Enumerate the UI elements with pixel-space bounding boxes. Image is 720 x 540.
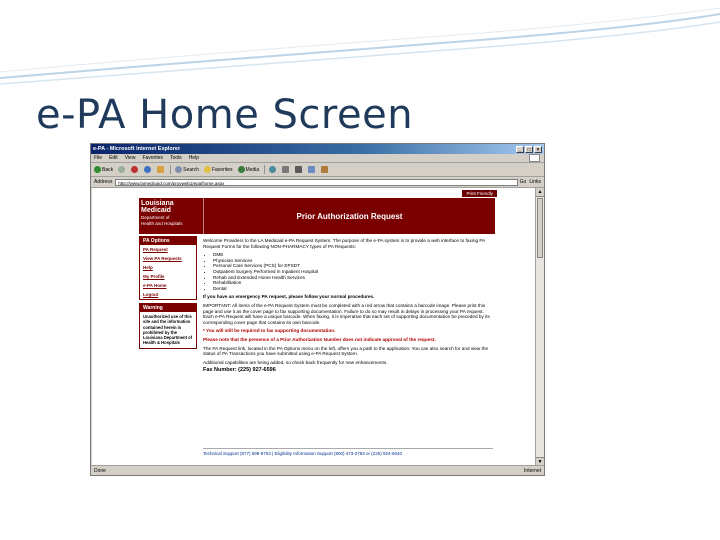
links-button[interactable]: Links [529, 179, 541, 185]
menu-view[interactable]: View [124, 155, 136, 161]
media-button[interactable] [238, 166, 260, 173]
vertical-scrollbar[interactable] [535, 188, 544, 466]
pa-type-item: • Rehab and Extended Home Health Services [213, 275, 493, 281]
mail-icon [282, 166, 289, 173]
go-button[interactable]: Go [519, 179, 527, 185]
nav-view-pa-requests[interactable]: View PA Requests [143, 256, 182, 261]
nav-epa-home[interactable]: e-PA Home [143, 283, 167, 288]
internet-zone: Internet [524, 467, 541, 474]
pa-type-item: • Physician Services [213, 258, 493, 264]
history-button[interactable] [269, 166, 277, 173]
search-button[interactable] [175, 166, 199, 173]
favorites-button[interactable] [204, 166, 233, 173]
nav-pa-request[interactable]: PA Request [143, 247, 168, 252]
support-footer-text: Technical Support (877) 598-8753 | Eligibility Information Support (800) 473-2783 or (225) 924-5040 [203, 451, 403, 456]
header-banner [139, 198, 495, 234]
pa-type-item: • Rehabilitation [213, 280, 493, 286]
print-friendly-button[interactable]: Print Friendly [462, 190, 497, 197]
pa-type-item: • Personal Care Services (PCS) for EPSDT [213, 263, 493, 269]
back-label: Back [102, 166, 114, 173]
back-button[interactable] [94, 166, 113, 173]
pa-type-item: • Outpatient Surgery Performed in Inpatient Hospital [213, 269, 493, 275]
emergency-notice: If you have an emergency PA request, please follow your normal procedures. [203, 294, 375, 300]
warning-text: Unauthorized use of this site and the information contained herein is prohibited by the Louisiana Department of Health & Hospitals [143, 314, 193, 346]
pa-types-list [203, 252, 493, 291]
page-content [92, 188, 535, 466]
scroll-up-icon[interactable]: ▲ [537, 189, 543, 195]
toolbar-separator [170, 165, 171, 174]
toolbar-separator [264, 165, 265, 174]
search-icon [175, 166, 182, 173]
search-label: Search [183, 166, 199, 173]
nav-logout[interactable]: Logout [143, 292, 159, 297]
print-toolbar-button[interactable] [295, 166, 303, 173]
close-button[interactable]: × [534, 146, 542, 153]
medicaid-logo [139, 198, 204, 234]
discuss-button[interactable] [321, 166, 329, 173]
banner-title: Prior Authorization Request [296, 211, 403, 221]
favorites-star-icon [204, 166, 211, 173]
main-text [203, 238, 493, 377]
pa-options-heading: PA Options [140, 237, 196, 245]
left-nav [139, 236, 197, 352]
discuss-icon [321, 166, 328, 173]
toolbar [91, 163, 544, 177]
fax-required-notice: * You will still be required to fax supporting documentation. [203, 328, 336, 334]
logo-line-3: Department of [141, 215, 170, 220]
mail-button[interactable] [282, 166, 290, 173]
history-icon [269, 166, 276, 173]
home-button[interactable] [157, 166, 165, 173]
status-bar [91, 465, 544, 475]
edit-icon [308, 166, 315, 173]
media-label: Media [245, 166, 260, 173]
menu-edit[interactable]: Edit [109, 155, 118, 161]
nav-help[interactable]: Help [143, 265, 153, 270]
slide-title: e-PA Home Screen [36, 92, 414, 138]
minimize-button[interactable]: _ [516, 146, 524, 153]
logo-line-4: Health and Hospitals [141, 221, 183, 226]
menu-favorites[interactable]: Favorites [142, 155, 163, 161]
nav-my-profile[interactable]: My Profile [143, 274, 165, 279]
media-icon [238, 166, 245, 173]
windows-logo-icon [529, 154, 540, 162]
welcome-text: Welcome Providers to the LA Medicaid e-PA Request System. The purpose of the e-PA system is to provide a web interface to faxing PA Request Forms for the following NON-PHARMACY types of PA Requests: [203, 238, 485, 249]
window-titlebar[interactable] [91, 144, 544, 154]
stop-icon [131, 166, 138, 173]
edit-page-button[interactable] [308, 166, 316, 173]
menu-bar [91, 154, 544, 163]
address-bar [91, 177, 544, 188]
forward-arrow-icon [118, 166, 125, 173]
warning-heading: Warning [140, 304, 196, 312]
status-text: Done [94, 467, 106, 474]
warning-box [139, 303, 197, 349]
pa-type-item: • Dental [213, 286, 493, 292]
pa-options-menu [139, 236, 197, 300]
logo-line-2: Medicaid [141, 207, 171, 214]
logo-line-1: Louisiana [141, 200, 174, 207]
favorites-label: Favorites [211, 166, 233, 173]
maximize-button[interactable]: □ [525, 146, 533, 153]
window-title: e-PA - Microsoft Internet Explorer [93, 146, 181, 152]
pa-type-item: • DME [213, 252, 493, 258]
fax-number: Fax Number: (225) 927-6596 [203, 367, 276, 374]
address-label: Address [94, 179, 113, 185]
address-input[interactable]: http://www.lamedicaid.com/provweb1/epa/home.aspx [115, 179, 517, 186]
scroll-down-icon[interactable]: ▼ [537, 459, 543, 465]
support-footer [203, 448, 493, 456]
approval-notice: Please note that the presence of a Prior Authorization Number does not indicate approval of the request. [203, 336, 436, 342]
browser-window [90, 143, 545, 476]
printer-icon [295, 166, 302, 173]
home-icon [157, 166, 164, 173]
slide-header-wave-decoration [0, 0, 720, 90]
refresh-icon [144, 166, 151, 173]
menu-tools[interactable]: Tools [170, 155, 182, 161]
back-arrow-icon [94, 166, 101, 173]
epa-page [137, 188, 497, 466]
important-notice: IMPORTANT: All items of the e-PA Request System must be completed with a red arrow that contains a barcode image. Please print this page and use it as the cover page to fax supporting documentation. Failure to do so may result in delays in processing your PA request. Each e-PA Request will have a unique barcode. When faxing, it is imperative that each set of supporting documentation be preceded by its corresponding cover page that contains its own barcode. [203, 302, 490, 325]
additional-text: Additional capabilities are being added, so check back frequently for new enhancements. [203, 359, 388, 365]
instructions-text: The PA Request link, located in the PA Options menu on the left, offers you a path to the application. You can also search for and view the status of PA Transactions you have submitted using e-PA Request System. [203, 345, 489, 357]
menu-help[interactable]: Help [188, 155, 199, 161]
menu-file[interactable]: File [94, 155, 103, 161]
scroll-thumb[interactable] [537, 198, 543, 258]
stop-button[interactable] [131, 166, 139, 173]
forward-button[interactable] [118, 166, 126, 173]
refresh-button[interactable] [144, 166, 152, 173]
